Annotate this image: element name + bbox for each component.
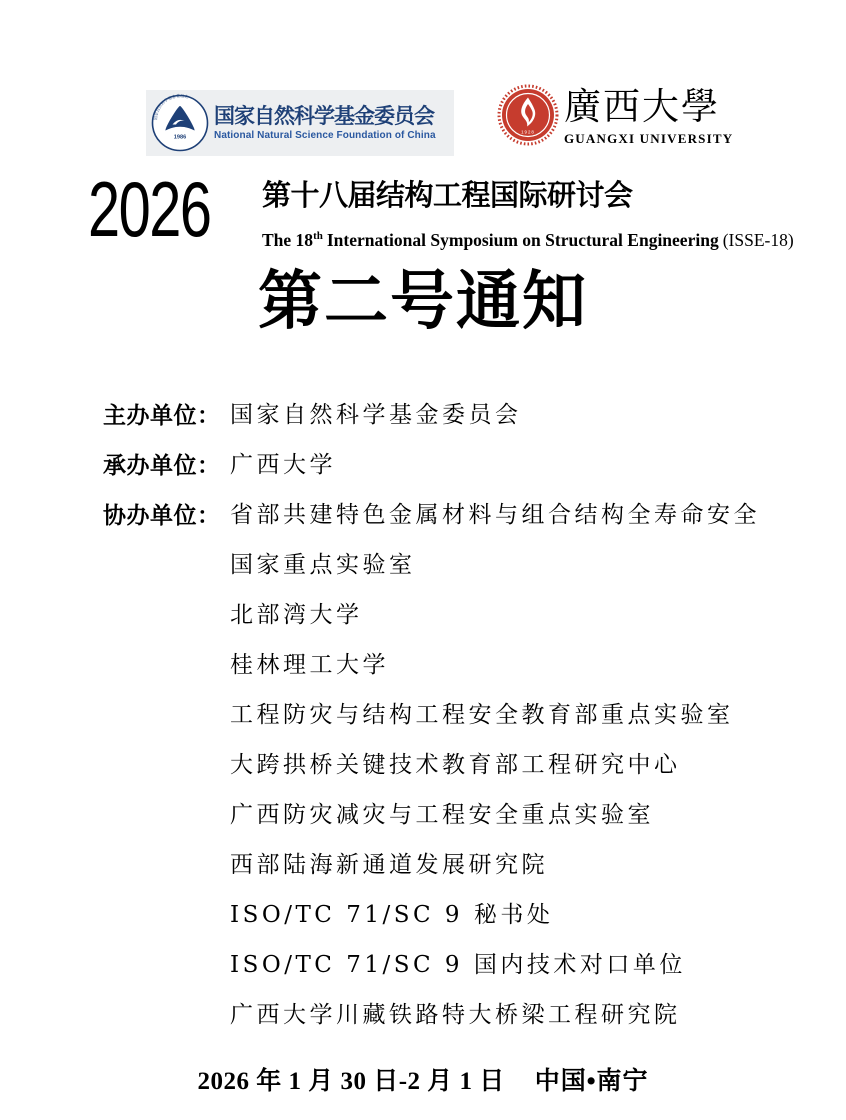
gxu-seal-year: 1928	[521, 129, 535, 135]
title-en-prefix: The 18	[262, 230, 314, 250]
co-organizer-value: 省部共建特色金属材料与组合结构全寿命安全	[230, 502, 760, 528]
co-organizer-row	[103, 850, 760, 900]
co-organizer-row	[103, 650, 760, 700]
co-organizer-value: 桂林理工大学	[230, 652, 389, 678]
organizers-section	[103, 400, 760, 1050]
event-location: 中国•南宁	[534, 1067, 649, 1095]
co-organizer-value: 国家重点实验室	[230, 552, 416, 578]
co-organizer-row	[103, 500, 760, 550]
co-organizer-value: 大跨拱桥关键技术教育部工程研究中心	[230, 752, 681, 778]
co-organizer-value: ISO/TC 71/SC 9 国内技术对口单位	[230, 952, 686, 978]
co-organizer-row	[103, 750, 760, 800]
co-organizer-row	[103, 950, 760, 1000]
title-en-suffix: (ISSE-18)	[722, 230, 794, 250]
nsfc-name-zh: 国家自然科学基金委员会	[214, 104, 434, 128]
co-organizer-row	[103, 700, 760, 750]
event-date: 2026 年 1 月 30 日-2 月 1 日	[197, 1068, 505, 1095]
host-value: 国家自然科学基金委员会	[230, 402, 522, 428]
organizer-label: 承办单位：	[103, 452, 221, 478]
symposium-titles	[262, 173, 794, 251]
co-organizer-value: 北部湾大学	[230, 602, 363, 628]
co-organizer-value: 广西防灾减灾与工程安全重点实验室	[230, 802, 654, 828]
event-date-location	[0, 1066, 846, 1097]
title-en-main: International Symposium on Structural Engineering	[326, 230, 719, 250]
co-organizer-value: ISO/TC 71/SC 9 秘书处	[230, 902, 554, 928]
nsfc-emblem-year: 1986	[173, 134, 187, 141]
co-organizer-value: 广西大学川藏铁路特大桥梁工程研究院	[230, 1002, 681, 1028]
organizer-row	[103, 450, 760, 500]
co-organizer-value: 西部陆海新通道发展研究院	[230, 852, 548, 878]
co-organizer-row	[103, 550, 760, 600]
co-organizer-row	[103, 600, 760, 650]
co-organizer-row	[103, 800, 760, 850]
svg-text:国家自然科学基金委员会: 国家自然科学基金委员会	[152, 93, 189, 121]
conference-year: 2026	[88, 165, 211, 253]
gxu-name-zh: 廣西大學	[564, 85, 720, 128]
notice-title: 第二号通知	[258, 265, 588, 337]
co-organizer-row	[103, 900, 760, 950]
co-organizer-row	[103, 1000, 760, 1050]
nsfc-logo	[146, 90, 454, 156]
nsfc-logo-text	[214, 106, 436, 141]
gxu-logo-text	[564, 84, 733, 147]
gxu-name-en: GUANGXI UNIVERSITY	[564, 131, 734, 147]
nsfc-emblem-icon	[150, 93, 210, 153]
title-en-superscript: th	[313, 230, 323, 243]
host-row	[103, 400, 760, 450]
co-organizer-value: 工程防灾与结构工程安全教育部重点实验室	[230, 702, 734, 728]
symposium-title-zh: 第十八届结构工程国际研讨会	[262, 180, 633, 212]
symposium-title-en	[262, 230, 794, 251]
nsfc-name-en: National Natural Science Foundation of China	[214, 129, 436, 141]
organizer-value: 广西大学	[230, 452, 336, 478]
gxu-logo	[497, 84, 733, 147]
co-organizer-label: 协办单位：	[103, 502, 221, 528]
host-label: 主办单位：	[103, 402, 221, 428]
gxu-seal-icon	[497, 84, 559, 146]
